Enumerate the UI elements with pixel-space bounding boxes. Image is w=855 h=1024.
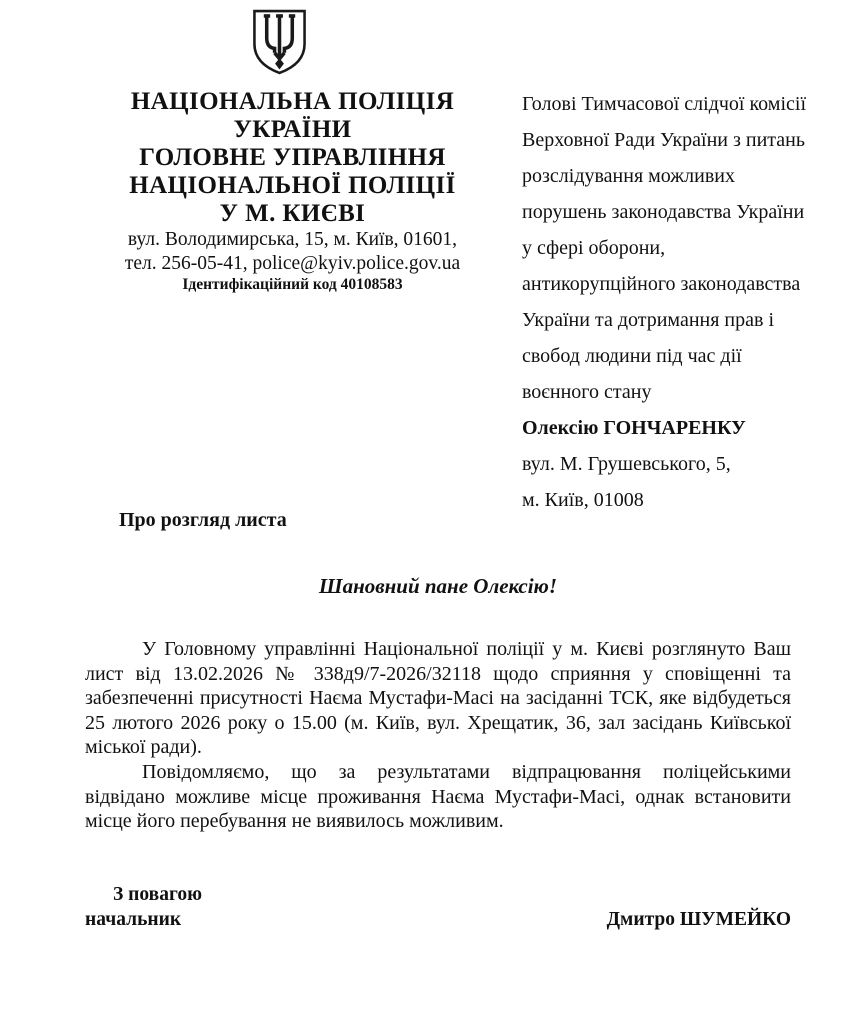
addressee-line: розслідування можливих	[522, 165, 735, 187]
addressee-line: у сфері оборони,	[522, 237, 666, 259]
addressee-city-postcode: м. Київ, 01008	[522, 489, 644, 511]
addressee-line: Голові Тимчасової слідчої комісії	[522, 93, 807, 115]
org-name-line: ГОЛОВНЕ УПРАВЛІННЯ	[139, 144, 446, 171]
addressee-street-address: вул. М. Грушевського, 5,	[522, 453, 731, 475]
org-street-address: вул. Володимирська, 15, м. Київ, 01601,	[127, 229, 458, 250]
addressee-line: порушень законодавства України	[522, 201, 805, 223]
org-phone-email: тел. 256-05-41, police@kyiv.police.gov.ua	[124, 252, 461, 274]
signature-block	[85, 882, 791, 932]
addressee-line: воєнного стану	[522, 381, 652, 403]
org-name-line: УКРАЇНИ	[233, 116, 352, 143]
addressee-line: України та дотримання прав і	[522, 309, 775, 331]
signatory-name: Дмитро ШУМЕЙКО	[606, 909, 791, 930]
addressee-line: свобод людини під час дії	[522, 345, 742, 367]
org-name-line: НАЦІОНАЛЬНА ПОЛІЦІЯ	[130, 88, 455, 115]
addressee-name: Олексію ГОНЧАРЕНКУ	[522, 417, 746, 439]
tryzub-emblem-icon	[251, 8, 308, 76]
body-paragraph-2: Повідомляємо, що за результатами відпрацювання поліцейськими відвідано можливе місце проживання Наєма Мустафи-Масі, однак встановити місце його перебування не виявилось можливим.	[85, 760, 791, 833]
org-id-code: Ідентифікаційний код 40108583	[182, 276, 403, 293]
org-name-line: У М. КИЄВІ	[219, 200, 366, 227]
addressee-line: Верховної Ради України з питань	[522, 129, 805, 151]
subject-line: Про розгляд листа	[119, 509, 287, 531]
body-paragraph-1: У Головному управлінні Національної поліції у м. Києві розглянуто Ваш лист від 13.02.2026 № 338д9/7-2026/32118 щодо сприяння у сповіщенні та забезпеченні присутності Наєма Мустафи-Масі на засіданні ТСК, яке відбудеться 25 лютого 2026 року о 15.00 (м. Київ, вул. Хрещатик, 36, зал засідань Київської міської ради).	[85, 638, 791, 759]
salutation: Шановний пане Олексію!	[318, 574, 558, 598]
addressee-line: антикорупційного законодавства	[522, 273, 801, 295]
letter-body	[85, 637, 791, 834]
signature-closing: З повагою	[113, 884, 202, 905]
org-name-line: НАЦІОНАЛЬНОЇ ПОЛІЦІЇ	[129, 172, 456, 199]
signatory-position: начальник	[85, 909, 182, 930]
sender-letterhead	[85, 88, 500, 294]
addressee-block	[522, 86, 852, 518]
